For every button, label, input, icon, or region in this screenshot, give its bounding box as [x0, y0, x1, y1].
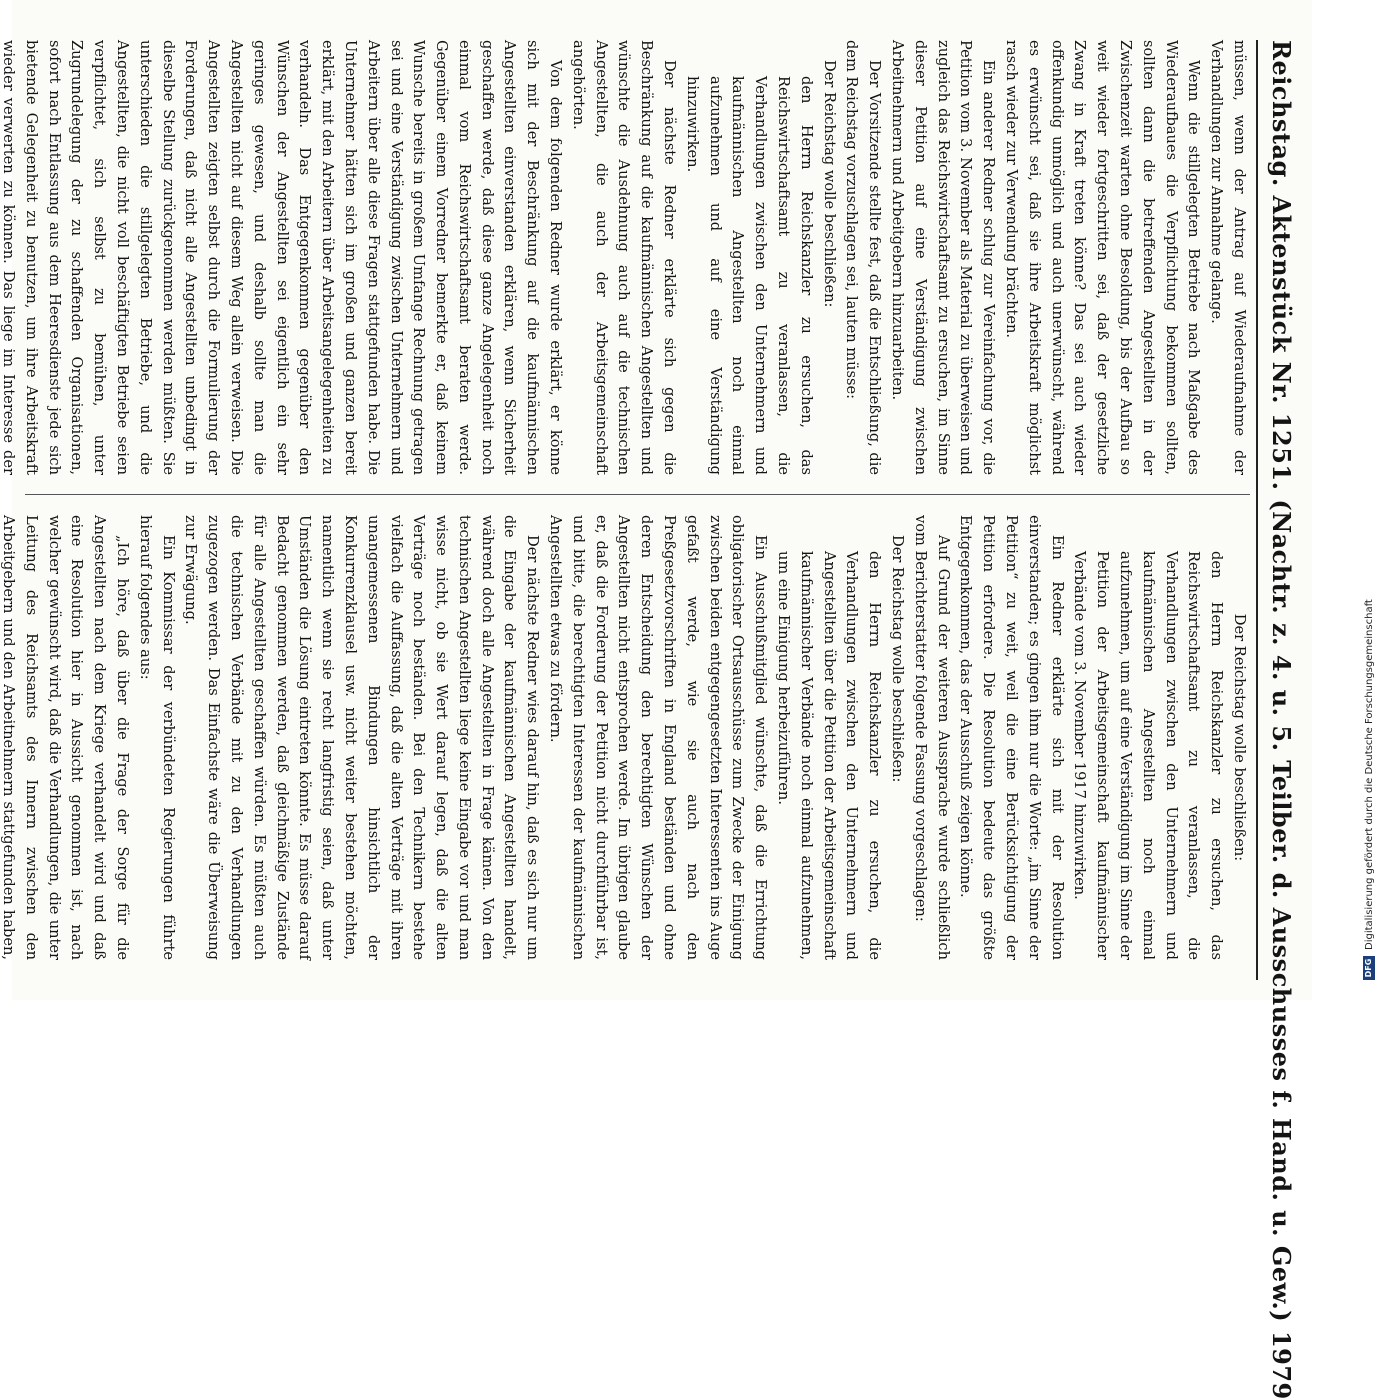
- digitization-credit-text: Digitalisierung gefördert durch die Deutsche Forschungsgemeinschaft: [1363, 599, 1375, 950]
- dfg-logo: DFG: [1363, 956, 1375, 980]
- paragraph: Der nächste Redner wies darauf hin, daß es sich nur um die Eingabe der kaufmännischen Angestellten handelt, während doch alle Angestellten in Frage kämen. Von den technischen Angestellten liege keine Eingabe vor und man wisse nicht, ob sie Wert darauf legen, daß die alten Verträge noch beständen. Bei den Technikern bestehe vielfach die Auffassung, daß die alten Verträge mit ihren unangemessenen Bindungen hinsichtlich der Konkurrenzklausel usw. nicht weiter bestehen möchten, namentlich wenn sie recht langfristig seien, daß unter Umständen die Lösung eintreten könnte. Es müsse darauf Bedacht genommen werden, daß gleichmäßige Zustände für alle Angestellten geschaffen würden. Es müßten auch die technischen Verbände mit zu den Verhandlungen zugezogen werden. Das Einfachste wäre die Überweisung zur Erwägung.: [182, 515, 542, 960]
- paragraph: Auf Grund der weiteren Aussprache wurde schließlich vom Berichterstatter folgende Fassung vorgeschlagen:: [911, 515, 952, 960]
- paragraph: Der Reichstag wolle beschließen:: [1231, 613, 1248, 862]
- paragraph: Der Reichstag wolle beschließen:: [820, 60, 838, 308]
- paragraph: „Ich höre, daß über die Frage der Sorge für die Angestellten nach dem Kriege verhandelt wird und daß eine Resolution hier in Aussicht genommen ist, nach welcher gewünscht wird, daß die Verhandlungen, die unter Leitung des Reichsamts des Innern zwischen den Arbeitgebern und den Arbeitnehmern stattgefunden haben,: [0, 515, 131, 960]
- paragraph: Ein Kommissar der verbündeten Regierungen führte hierauf folgendes aus:: [136, 515, 177, 960]
- paragraph: Der Reichstag wolle beschließen:: [889, 535, 907, 783]
- left-column: [0, 40, 1250, 475]
- paragraph: den Herrn Reichskanzler zu ersuchen, das Reichswirtschaftsamt zu veranlassen, die Verhandlungen zwischen den Unternehmern und kaufmännischen Angestellten noch einmal aufzunehmen und auf eine Verständigung hinzuwirken.: [683, 76, 815, 475]
- paragraph: Von dem folgenden Redner wurde erklärt, er könne sich mit der Beschränkung auf die kaufmännischen Angestellten einverstanden erklären, wenn Sicherheit geschaffen werde, daß diese ganze Angelegenheit noch einmal vom Reichswirtschaftsamt beraten werde. Gegenüber einem Vorredner bemerkte er, daß keinem Wunsche bereits in großem Umfange Rechnung getragen sei und eine Verständigung zwischen Unternehmern und Arbeitern über alle diese Fragen stattgefunden habe. Die Unternehmer hätten sich im großen und ganzen bereit erklärt, mit den Arbeitern über Arbeitsangelegenheiten zu verhandeln. Das Entgegenkommen gegenüber den Wünschen der Angestellten sei eigentlich ein sehr geringes gewesen, und deshalb sollte man die Angestellten nicht auf diesem Weg allein verweisen. Die Angestellten zeigten selbst durch die Formulierung der Forderungen, daß nicht alle Angestellten unbedingt in dieselbe Stellung zurückgenommen werden müßten. Sie unterschieden die stillgelegten Betriebe, und die Angestellten, die nicht voll beschäftigten Betriebe seien verpflichtet, sich selbst zu bemühen, unter Zugrundelegung der zu schaffenden Organisationen, sofort nach Entlassung aus dem Heeresdienste jede sich bietende Gelegenheit zu benutzen, um ihre Arbeitskraft wieder verwerten zu können. Das liege im Interesse der: [0, 40, 565, 475]
- header-rule: [1256, 40, 1258, 980]
- paragraph: müssen, wenn der Antrag auf Wiederaufnahme der Verhandlungen zur Annahme gelange.: [1208, 40, 1248, 475]
- column-separator: [25, 494, 1250, 495]
- page-title: Reichstag. Aktenstück Nr. 1251. (Nachtr. z. 4. u. 5. Teilber. d. Ausschusses f. Hand. u. Gew.) 1979: [1267, 40, 1297, 1400]
- paragraph: Der Vorsitzende stellte fest, daß die Entschließung, die dem Reichstag vorzuschlagen sei, lauten müsse:: [843, 40, 884, 475]
- paragraph: Wenn die stillgelegten Betriebe nach Maßgabe des Wiederaufbaues die Verpflichtung bekommen sollten, sollten dann die betreffenden Angestellten in der Zwischenzeit warten ohne Besoldung, bis der Aufbau so weit wieder fortgeschritten sei, daß der gesetzliche Zwang in Kraft treten könne? Das sei auch wieder offenkundig unmöglich und auch unerwünscht, während es erwünscht sei, daß sie ihre Arbeitskraft möglichst rasch wieder zur Verwendung brächten.: [1003, 40, 1203, 475]
- right-column: [0, 515, 1250, 960]
- paragraph: den Herrn Reichskanzler zu ersuchen, das Reichswirtschaftsamt zu veranlassen, die Verhandlungen zwischen den Unternehmern und kaufmännischen Angestellten noch einmal aufzunehmen, um auf eine Verständigung im Sinne der Petition der Arbeitsgemeinschaft kaufmännischer Verbände vom 3. November 1917 hinzuwirken.: [1071, 551, 1226, 960]
- paragraph: Ein Redner erklärte sich mit der Resolution einverstanden; es gingen ihm nur die Worte: „im Sinne der Petition“ zu weit, weil die eine Berücksichtigung der Petition erfordere. Die Resolution bedeute das größte Entgegenkommen, das der Ausschuß zeigen könne.: [957, 515, 1066, 960]
- digitization-credit: [1360, 580, 1378, 980]
- page-header: [1260, 40, 1304, 1400]
- paragraph: den Herrn Reichskanzler zu ersuchen, die Verhandlungen zwischen den Unternehmern und Angestellten über die Petition der Arbeitsgemeinschaft kaufmännischer Verbände noch einmal aufzunehmen, um eine Einigung herbeizuführen.: [775, 551, 884, 960]
- paragraph: Der nächste Redner erklärte sich gegen die Beschränkung auf die kaufmännischen Angestellten und wünschte die Ausdehnung auch auf die technischen Angestellten, die auch der Arbeitsgemeinschaft angehörten.: [569, 40, 679, 475]
- paragraph: Ein anderer Redner schlug zur Vereinfachung vor, die Petition vom 3. November als Material zu überweisen und zugleich das Reichswirtschaftsamt zu ersuchen, im Sinne dieser Petition auf eine Verständigung zwischen Arbeitnehmern und Arbeitgebern hinzuarbeiten.: [889, 40, 998, 475]
- paragraph: Ein Ausschußmitglied wünschte, daß die Errichtung obligatorischer Ortsausschüsse zum Zwecke der Einigung zwischen beiden entgegengesetzten Interessenten ins Auge gefaßt werde, wie sie auch nach den Preßgesetzvorschriften in England beständen und ohne deren Entscheidung den berechtigten Wünschen der Angestellten nicht entsprochen werde. Im übrigen glaube er, daß die Forderung der Petition nicht durchführbar ist, und bitte, die berechtigten Interessen der kaufmännischen Angestellten etwas zu fördern.: [547, 515, 770, 960]
